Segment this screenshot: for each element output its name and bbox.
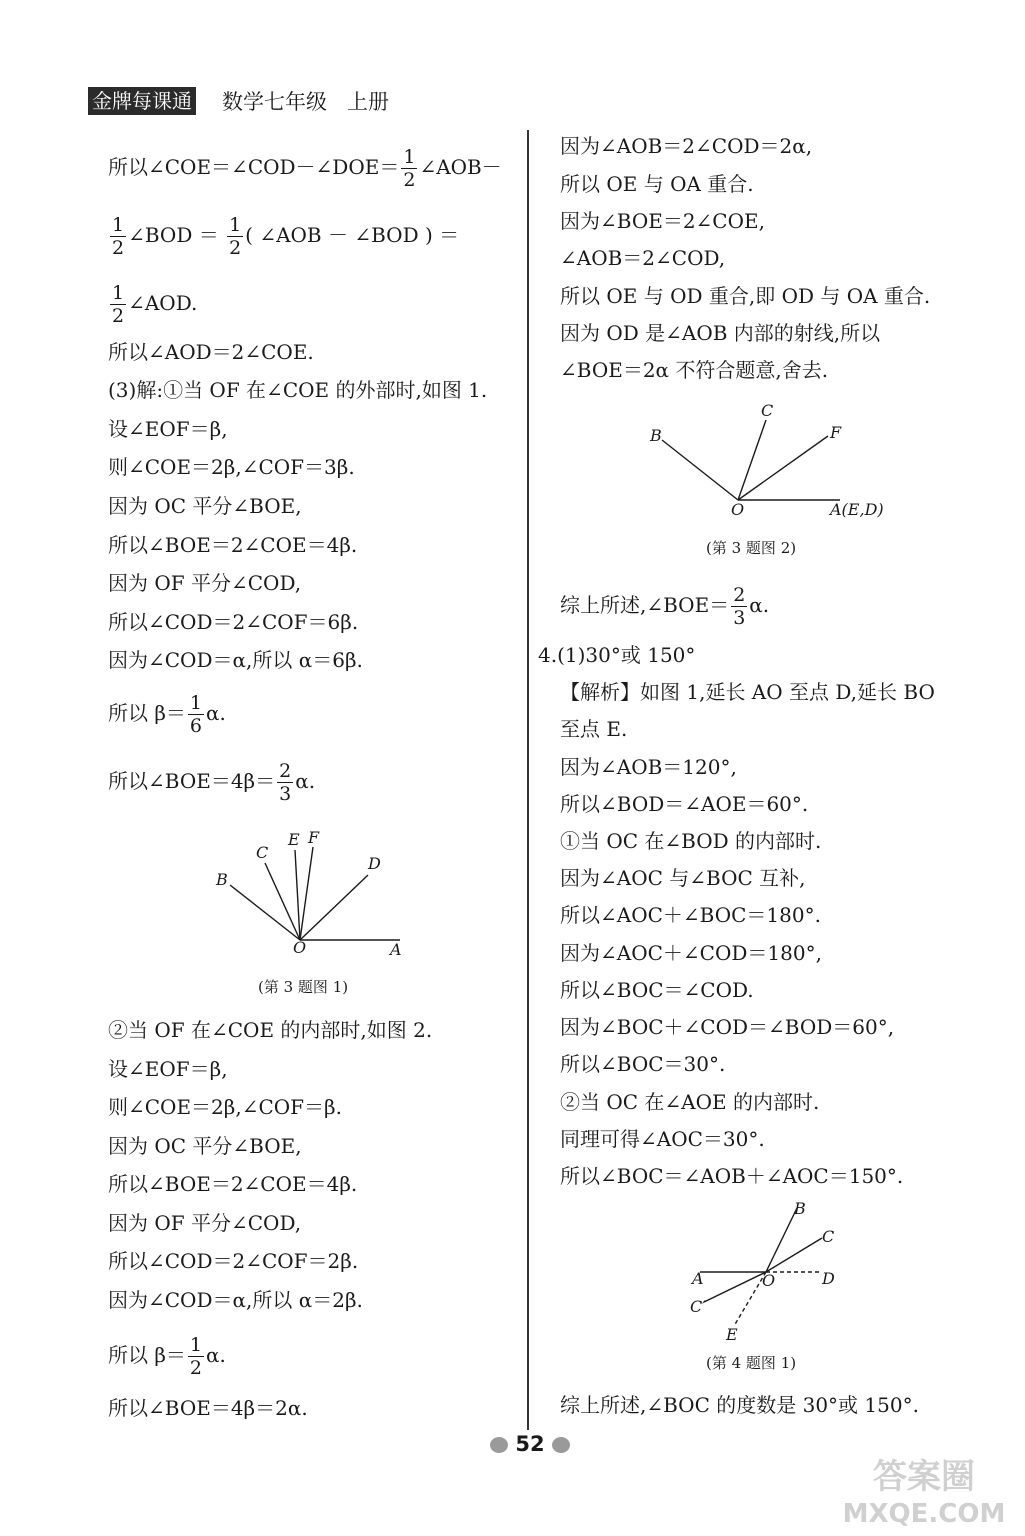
text-line: 因为∠AOB＝120°, [560, 755, 737, 779]
label-C: C [822, 1227, 835, 1246]
text-line: 因为 OC 平分∠BOE, [108, 494, 302, 518]
leaf-icon [552, 1437, 570, 1453]
column-divider [527, 130, 529, 1430]
text-line: 同理可得∠AOC＝30°. [560, 1127, 765, 1151]
label-A: A [390, 940, 402, 959]
ray-OF [300, 847, 313, 940]
text-line: (3)解:①当 OF 在∠COE 的外部时,如图 1. [108, 378, 488, 402]
figure-3-2 [640, 398, 900, 523]
text-line: 因为 OD 是∠AOB 内部的射线,所以 [560, 321, 881, 345]
text-line: ∠BOE＝2α 不符合题意,舍去. [560, 358, 829, 382]
text-line: 综上所述,∠BOC 的度数是 30°或 150°. [560, 1393, 919, 1417]
label-F: F [308, 828, 320, 847]
text-line: 所以 β＝ $\frac{1}{2}$ α. [108, 1334, 226, 1379]
text-line: 所以∠BOC＝∠COD. [560, 978, 754, 1002]
text-line: 则∠COE＝2β,∠COF＝β. [108, 1095, 342, 1119]
ray-OB [662, 440, 738, 500]
fraction: $\frac{1}{2}$ [112, 214, 125, 259]
text-line: ①当 OC 在∠BOD 的内部时. [560, 829, 822, 853]
text-line: 设∠EOF＝β, [108, 1057, 228, 1081]
label-B: B [794, 1199, 806, 1218]
text-line: 因为 OC 平分∠BOE, [108, 1134, 302, 1158]
leaf-icon [490, 1437, 508, 1453]
ray-OD [300, 875, 368, 940]
text-line: 所以∠AOC＋∠BOC＝180°. [560, 903, 821, 927]
text-line: 因为∠AOB＝2∠COD＝2α, [560, 134, 813, 158]
figure-caption: (第 3 题图 1) [258, 978, 349, 996]
page-header [88, 86, 389, 116]
book-title: 数学七年级 上册 [222, 90, 390, 114]
fraction: $\frac{1}{2}$ [112, 282, 125, 327]
text-line: $\frac{1}{2}$ ∠AOD. [112, 282, 198, 327]
text-line: 所以∠BOC＝∠AOB＋∠AOC＝150°. [560, 1164, 904, 1188]
text-line: 因为∠COD＝α,所以 α＝2β. [108, 1288, 363, 1312]
text-line: 所以∠BOE＝4β＝2α. [108, 1396, 308, 1420]
text-line: 所以∠BOE＝2∠COE＝4β. [108, 1172, 358, 1196]
label-O: O [293, 938, 307, 957]
fraction: $\frac{1}{2}$ [189, 1334, 203, 1379]
ray-OC [265, 863, 300, 940]
fraction: $\frac{1}{6}$ [189, 692, 203, 737]
text-line: 所以∠COD＝2∠COF＝2β. [108, 1249, 359, 1273]
text-line: 因为∠AOC＋∠COD＝180°, [560, 941, 822, 965]
svg-text:答案圈: 答案圈 [873, 1457, 975, 1497]
label-D: D [822, 1269, 835, 1288]
text-line: 【解析】如图 1,延长 AO 至点 D,延长 BO [560, 680, 935, 704]
label-O: O [762, 1271, 776, 1290]
fraction: $\frac{1}{2}$ [229, 214, 242, 259]
text-line: ∠AOB＝2∠COD, [560, 246, 726, 270]
figure-4-1 [684, 1198, 854, 1346]
label-B: B [650, 426, 662, 445]
text-line: $\frac{1}{2}$ ∠BOD ＝ $\frac{1}{2}$ ( ∠AOB － ∠BOD ) ＝ [112, 214, 460, 259]
text-line: 所以∠BOE＝2∠COE＝4β. [108, 533, 358, 557]
label-F: F [830, 423, 842, 442]
text-line: 因为∠BOE＝2∠COE, [560, 209, 765, 233]
text-line: 所以∠BOE＝4β＝ $\frac{2}{3}$ α. [108, 760, 316, 805]
label-C: C [256, 843, 269, 862]
figure-3-1 [200, 825, 420, 965]
label-Cprime: C′ [690, 1297, 706, 1316]
watermark-logo [829, 1450, 1019, 1530]
text-line: 所以∠BOC＝30°. [560, 1052, 726, 1076]
label-A: A(E,D) [830, 500, 884, 519]
series-badge: 金牌每课通 [88, 87, 196, 115]
label-D: D [368, 854, 381, 873]
question-4-answer: 4.(1)30°或 150° [538, 643, 696, 667]
svg-text:MXQE.COM: MXQE.COM [842, 1499, 1006, 1529]
text-line: ②当 OF 在∠COE 的内部时,如图 2. [108, 1018, 433, 1042]
text-line: 因为 OF 平分∠COD, [108, 1211, 302, 1235]
label-E: E [288, 830, 300, 849]
label-C: C [761, 401, 774, 420]
ray-OF [738, 436, 828, 500]
ray-OB [230, 885, 300, 940]
text-line: 因为∠COD＝α,所以 α＝6β. [108, 648, 363, 672]
page-number: 52 [480, 1432, 580, 1456]
text-line: 所以∠COE＝∠COD－∠DOE＝ $\frac{1}{2}$ ∠AOB－ [108, 146, 502, 191]
text-line: 所以∠COD＝2∠COF＝6β. [108, 610, 359, 634]
label-O: O [731, 500, 745, 519]
text-line: 综上所述,∠BOE＝ $\frac{2}{3}$ α. [560, 584, 770, 629]
text-line: 至点 E. [560, 717, 628, 741]
figure-caption: (第 4 题图 1) [706, 1354, 797, 1372]
ray-OC [738, 420, 766, 500]
text-line: 因为 OF 平分∠COD, [108, 571, 302, 595]
label-A: A [692, 1269, 704, 1288]
fraction: $\frac{2}{3}$ [279, 760, 292, 805]
text-line: 设∠EOF＝β, [108, 417, 228, 441]
fraction: $\frac{2}{3}$ [733, 584, 746, 629]
figure-caption: (第 3 题图 2) [706, 539, 797, 557]
text-line: 所以 OE 与 OA 重合. [560, 172, 754, 196]
text-line: 所以 β＝ $\frac{1}{6}$ α. [108, 692, 226, 737]
text-line: 所以 OE 与 OD 重合,即 OD 与 OA 重合. [560, 284, 931, 308]
label-E: E [726, 1325, 738, 1344]
fraction: $\frac{1}{2}$ [403, 146, 416, 191]
text-line: ②当 OC 在∠AOE 的内部时. [560, 1090, 820, 1114]
text-line: 因为∠AOC 与∠BOC 互补, [560, 866, 806, 890]
text-line: 所以∠BOD＝∠AOE＝60°. [560, 792, 809, 816]
text-line: 所以∠AOD＝2∠COE. [108, 340, 314, 364]
label-B: B [216, 870, 228, 889]
text-line: 则∠COE＝2β,∠COF＝3β. [108, 455, 355, 479]
ray-OE [295, 850, 300, 940]
text-line: 因为∠BOC＋∠COD＝∠BOD＝60°, [560, 1015, 895, 1039]
